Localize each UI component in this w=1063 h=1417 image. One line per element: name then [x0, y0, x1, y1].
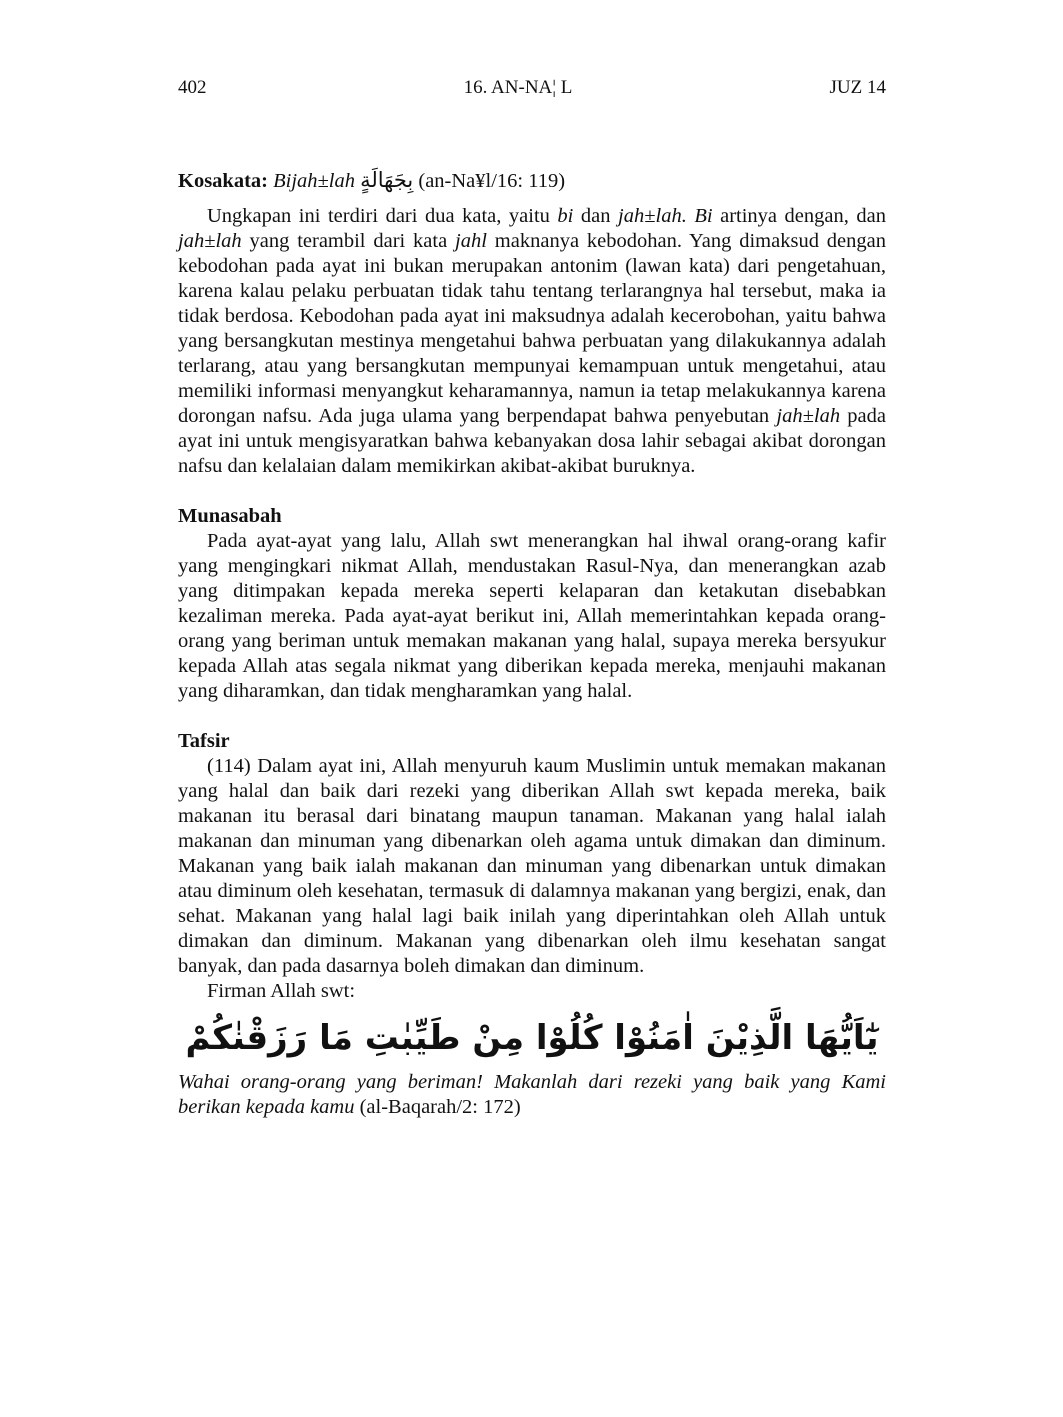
- verse-translation-text: Wahai orang-orang yang beriman! Makanlah dari rezeki yang baik yang Kami berikan kepada kamu: [178, 1071, 886, 1118]
- kosakata-text-g: pada ayat ini untuk mengisyaratkan bahwa kebanyakan dosa lahir sebagai akibat dorongan nafsu dan kelalaian dalam memikirkan akibat-akibat buruknya.: [178, 405, 887, 477]
- section-gap: [178, 479, 886, 504]
- surah-title: 16. AN-NA¦ L: [463, 77, 573, 98]
- quran-verse-arabic: يٰٓاَيُّهَا الَّذِيْنَ اٰمَنُوْا كُلُوْا مِنْ طَيِّبٰتِ مَا رَزَقْنٰكُمْ: [185, 1018, 879, 1058]
- kosakata-word-jahalah-3: jah±lah: [776, 405, 841, 427]
- verse-translation: [178, 1070, 886, 1120]
- kosakata-word-bi: bi: [557, 205, 574, 227]
- kosakata-heading-line: [178, 168, 886, 194]
- kosakata-text-e: yang terambil dari kata: [241, 230, 456, 252]
- kosakata-word-jahalah: jah±lah.: [618, 205, 687, 227]
- kosakata-term: Bijah±lah: [273, 170, 355, 192]
- kosakata-word-jahl: jahl: [455, 230, 487, 252]
- kosakata-arabic: بِجَهَالَةٍ: [360, 168, 414, 192]
- munasabah-heading: Munasabah: [178, 505, 282, 527]
- page-number: 402: [178, 77, 207, 98]
- munasabah-paragraph: Pada ayat-ayat yang lalu, Allah swt menerangkan hal ihwal orang-orang kafir yang mengingkari nikmat Allah, mendustakan Rasul-Nya, dan menerangkan azab yang ditimpakan kepada mereka seperti kelaparan dan ketakutan disebabkan kezaliman mereka. Pada ayat-ayat berikut ini, Allah memerintahkan kepada orang-orang yang beriman untuk memakan makanan yang halal, supaya mereka bersyukur kepada Allah atas segala nikmat yang diberikan kepada mereka, menjauhi makanan yang diharamkan, dan tidak mengharamkan yang halal.: [178, 530, 886, 702]
- kosakata-paragraph: [178, 204, 886, 479]
- kosakata-text-f: maknanya kebodohan. Yang dimaksud dengan kebodohan pada ayat ini bukan merupakan antonim (lawan kata) dari pengetahuan, karena kalau pelaku perbuatan tidak tahu tentang terlarangnya hal tersebut, maka ia tidak berdosa. Kebodohan pada ayat ini maksudnya adalah kecerobohan, yaitu bahwa yang bersangkutan mestinya mengetahui bahwa perbuatan yang dilakukannya adalah terlarang, atau yang bersangkutan mempunyai kemampuan untuk mengetahui, atau memiliki informasi menyangkut keharamannya, namun ia tetap melakukannya karena dorongan nafsu. Ada juga ulama yang berpendapat bahwa penyebutan: [178, 230, 886, 427]
- kosakata-reference: (an-Na¥l/16: 119): [418, 170, 566, 192]
- running-header: [178, 76, 886, 100]
- kosakata-text-d: artinya dengan, dan: [712, 205, 887, 227]
- kosakata-text-a: Ungkapan ini terdiri dari dua kata, yaitu: [207, 205, 558, 227]
- tafsir-heading: Tafsir: [178, 730, 230, 752]
- section-gap: [178, 704, 886, 729]
- verse-translation-reference: (al-Baqarah/2: 172): [359, 1096, 521, 1118]
- main-content: [178, 168, 886, 1120]
- kosakata-word-jahalah-2: jah±lah: [178, 230, 242, 252]
- juz-label: JUZ 14: [829, 77, 886, 98]
- kosakata-word-bi-2: Bi: [694, 205, 713, 227]
- kosakata-text-b: dan: [573, 205, 619, 227]
- firman-line: Firman Allah swt:: [207, 980, 356, 1002]
- kosakata-label: Kosakata:: [178, 170, 268, 192]
- tafsir-paragraph: (114) Dalam ayat ini, Allah menyuruh kaum Muslimin untuk memakan makanan yang halal dan baik dari rezeki yang diberikan Allah swt kepada mereka, baik makanan itu berasal dari binatang maupun tanaman. Makanan yang halal ialah makanan dan minuman yang dibenarkan oleh agama untuk dimakan dan diminum. Makanan yang baik ialah makanan dan minuman yang dibenarkan untuk dimakan atau diminum oleh kesehatan, termasuk di dalamnya makanan yang bergizi, enak, dan sehat. Makanan yang halal lagi baik inilah yang diperintahkan oleh Allah untuk dimakan dan diminum. Makanan yang dibenarkan oleh ilmu kesehatan sangat banyak, dan pada dasarnya boleh dimakan dan diminum.: [178, 755, 886, 977]
